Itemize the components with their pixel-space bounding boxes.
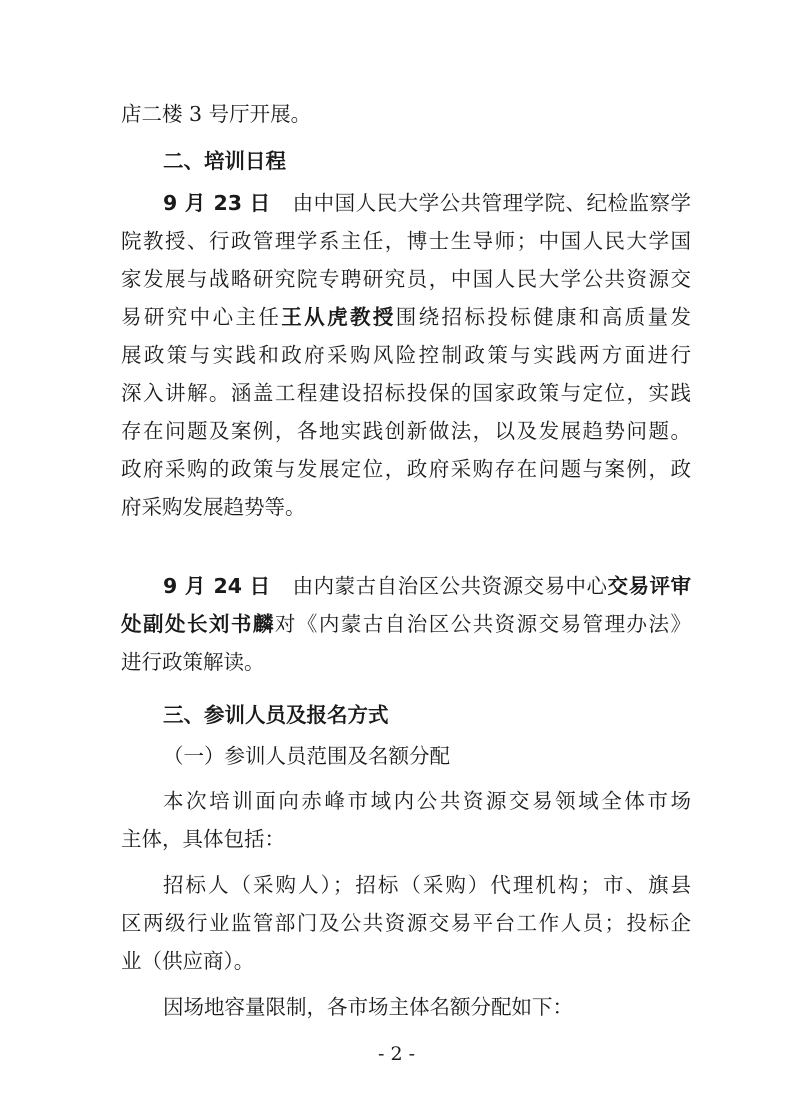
paragraph-line: 政府采购的政策与发展定位，政府采购存在问题与案例，政 bbox=[121, 457, 691, 481]
speaker-name: 王从虎教授 bbox=[281, 305, 396, 329]
paragraph-line: 存在问题及案例，各地实践创新做法，以及发展趋势问题。 bbox=[121, 419, 691, 443]
paragraph-line: 店二楼 3 号厅开展。 bbox=[121, 102, 312, 126]
schedule-date: 9 月 23 日 bbox=[163, 191, 271, 215]
inline-text: 由中国人民大学公共管理学院、纪检监察学 bbox=[292, 191, 692, 215]
inline-text: 由内蒙古自治区公共资源交易中心 bbox=[292, 574, 608, 598]
paragraph-line: 院教授、行政管理学系主任，博士生导师；中国人民大学国 bbox=[121, 229, 691, 253]
paragraph-line: 招标人（采购人）；招标（采购）代理机构；市、旗县 bbox=[163, 873, 691, 897]
paragraph-line: 深入讲解。涵盖工程建设招标投保的国家政策与定位，实践 bbox=[121, 381, 691, 405]
paragraph-line: 家发展与战略研究院专聘研究员，中国人民大学公共资源交 bbox=[121, 267, 691, 291]
paragraph-line: 区两级行业监管部门及公共资源交易平台工作人员；投标企 bbox=[121, 911, 691, 935]
paragraph-line bbox=[121, 609, 691, 639]
section-heading: 三、参训人员及报名方式 bbox=[163, 703, 389, 727]
paragraph-line bbox=[163, 571, 691, 601]
inline-text: 围绕招标投标健康和高质量发 bbox=[395, 305, 692, 329]
section-heading: 二、培训日程 bbox=[163, 149, 286, 173]
paragraph-line bbox=[163, 188, 691, 218]
inline-text: 易研究中心主任 bbox=[121, 305, 282, 329]
paragraph-line: 因场地容量限制，各市场主体名额分配如下： bbox=[163, 995, 573, 1019]
speaker-title: 交易评审 bbox=[607, 574, 692, 598]
inline-text: 对《内蒙古自治区公共资源交易管理办法》 bbox=[274, 612, 692, 636]
paragraph-line: 业（供应商）。 bbox=[121, 949, 255, 973]
subsection-heading: （一）参训人员范围及名额分配 bbox=[163, 744, 450, 768]
paragraph-line: 本次培训面向赤峰市域内公共资源交易领域全体市场 bbox=[163, 789, 691, 813]
paragraph-line bbox=[121, 302, 691, 332]
paragraph-line: 展政策与实践和政府采购风险控制政策与实践两方面进行 bbox=[121, 343, 691, 367]
speaker-name: 处副处长刘书麟 bbox=[121, 612, 275, 636]
schedule-date: 9 月 24 日 bbox=[163, 574, 271, 598]
paragraph-line: 进行政策解读。 bbox=[121, 650, 265, 674]
paragraph-line: 府采购发展趋势等。 bbox=[121, 495, 306, 519]
paragraph-line: 主体，具体包括： bbox=[121, 827, 285, 851]
page-number: - 2 - bbox=[377, 1043, 415, 1065]
